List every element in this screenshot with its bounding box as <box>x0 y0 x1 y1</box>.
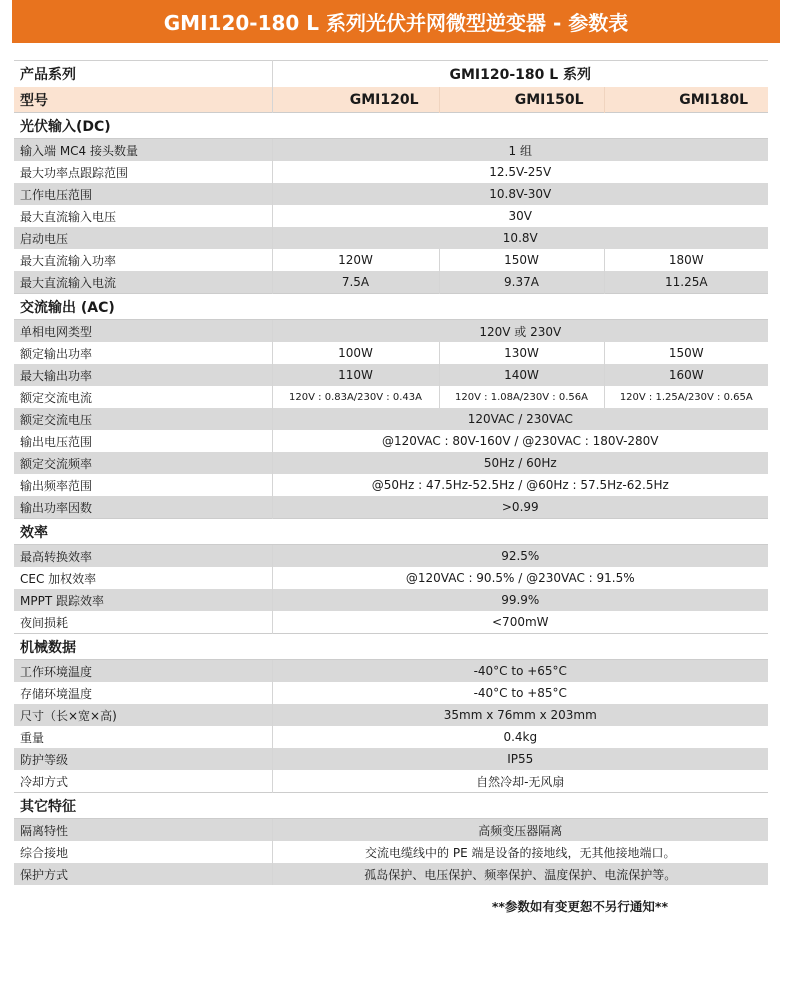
row-value-gmi180l: 120V : 1.25A/230V : 0.65A <box>604 386 768 408</box>
table-row <box>14 364 768 386</box>
row-label: 最大直流输入电流 <box>14 271 272 294</box>
table-row <box>14 589 768 611</box>
spec-table <box>14 60 768 885</box>
table-row <box>14 205 768 227</box>
table-row <box>14 452 768 474</box>
row-label: 最大功率点跟踪范围 <box>14 161 272 183</box>
table-row <box>14 611 768 634</box>
page-title: GMI120-180 L 系列光伏并网微型逆变器 - 参数表 <box>12 0 780 43</box>
row-label: 防护等级 <box>14 748 272 770</box>
section-header <box>14 793 768 819</box>
table-row <box>14 249 768 271</box>
row-label: 尺寸（长×宽×高) <box>14 704 272 726</box>
table-row <box>14 320 768 343</box>
table-row <box>14 819 768 842</box>
row-value-gmi120l: 100W <box>272 342 439 364</box>
row-label: 夜间损耗 <box>14 611 272 634</box>
table-row <box>14 726 768 748</box>
series-label: 产品系列 <box>14 61 272 88</box>
table-row <box>14 386 768 408</box>
table-row <box>14 841 768 863</box>
table-row <box>14 430 768 452</box>
table-row <box>14 496 768 519</box>
row-value-gmi180l: 11.25A <box>604 271 768 294</box>
row-value-gmi120l: 120W <box>272 249 439 271</box>
row-label: 工作电压范围 <box>14 183 272 205</box>
table-row <box>14 271 768 294</box>
row-label: 重量 <box>14 726 272 748</box>
series-name: GMI120-180 L 系列 <box>272 61 768 88</box>
table-row <box>14 227 768 249</box>
model-gmi120l: GMI120L <box>272 87 439 113</box>
row-label: 最高转换效率 <box>14 545 272 568</box>
row-label: 启动电压 <box>14 227 272 249</box>
row-value-gmi150l: 150W <box>439 249 604 271</box>
row-label: 额定输出功率 <box>14 342 272 364</box>
row-label: 保护方式 <box>14 863 272 885</box>
table-row <box>14 474 768 496</box>
table-row <box>14 161 768 183</box>
row-value-gmi120l: 7.5A <box>272 271 439 294</box>
row-value: 10.8V-30V <box>272 183 768 205</box>
row-label: 工作环境温度 <box>14 660 272 683</box>
row-value: 92.5% <box>272 545 768 568</box>
row-value: 30V <box>272 205 768 227</box>
row-label: 存储环境温度 <box>14 682 272 704</box>
row-value: IP55 <box>272 748 768 770</box>
section-title-ac: 交流输出 (AC) <box>14 294 768 320</box>
section-title-mechanical: 机械数据 <box>14 634 768 660</box>
row-label: 输出频率范围 <box>14 474 272 496</box>
row-value-gmi150l: 130W <box>439 342 604 364</box>
row-value: @120VAC : 80V-160V / @230VAC : 180V-280V <box>272 430 768 452</box>
section-title-other: 其它特征 <box>14 793 768 819</box>
row-label: 冷却方式 <box>14 770 272 793</box>
table-row <box>14 682 768 704</box>
model-gmi150l: GMI150L <box>439 87 604 113</box>
section-title-dc: 光伏输入(DC) <box>14 113 768 139</box>
row-label: 最大直流输入电压 <box>14 205 272 227</box>
row-value-gmi180l: 150W <box>604 342 768 364</box>
model-row <box>14 87 768 113</box>
row-label: 综合接地 <box>14 841 272 863</box>
row-value: 1 组 <box>272 139 768 162</box>
row-label: MPPT 跟踪效率 <box>14 589 272 611</box>
row-label: 最大输出功率 <box>14 364 272 386</box>
section-header <box>14 634 768 660</box>
row-value-gmi150l: 120V : 1.08A/230V : 0.56A <box>439 386 604 408</box>
table-row <box>14 183 768 205</box>
row-label: CEC 加权效率 <box>14 567 272 589</box>
row-value-gmi180l: 180W <box>604 249 768 271</box>
row-label: 输出功率因数 <box>14 496 272 519</box>
section-title-efficiency: 效率 <box>14 519 768 545</box>
table-row <box>14 660 768 683</box>
row-value: 12.5V-25V <box>272 161 768 183</box>
row-label: 最大直流输入功率 <box>14 249 272 271</box>
row-value: 0.4kg <box>272 726 768 748</box>
section-header <box>14 294 768 320</box>
row-value: 99.9% <box>272 589 768 611</box>
table-row <box>14 545 768 568</box>
section-header <box>14 519 768 545</box>
row-label: 单相电网类型 <box>14 320 272 343</box>
row-value: -40°C to +85°C <box>272 682 768 704</box>
table-row <box>14 342 768 364</box>
row-value-gmi150l: 9.37A <box>439 271 604 294</box>
row-value: @120VAC : 90.5% / @230VAC : 91.5% <box>272 567 768 589</box>
row-value: >0.99 <box>272 496 768 519</box>
row-label: 隔离特性 <box>14 819 272 842</box>
row-value-gmi150l: 140W <box>439 364 604 386</box>
row-value: 自然冷却-无风扇 <box>272 770 768 793</box>
table-row <box>14 704 768 726</box>
table-row <box>14 863 768 885</box>
row-value-gmi120l: 120V : 0.83A/230V : 0.43A <box>272 386 439 408</box>
row-value: 孤岛保护、电压保护、频率保护、温度保护、电流保护等。 <box>272 863 768 885</box>
row-label: 额定交流电流 <box>14 386 272 408</box>
series-row <box>14 61 768 88</box>
model-label: 型号 <box>14 87 272 113</box>
row-value: 交流电缆线中的 PE 端是设备的接地线，无其他接地端口。 <box>272 841 768 863</box>
model-gmi180l: GMI180L <box>604 87 768 113</box>
row-value: -40°C to +65°C <box>272 660 768 683</box>
row-value: <700mW <box>272 611 768 634</box>
row-value: 120V 或 230V <box>272 320 768 343</box>
table-row <box>14 748 768 770</box>
row-value-gmi180l: 160W <box>604 364 768 386</box>
section-header <box>14 113 768 139</box>
row-value: 120VAC / 230VAC <box>272 408 768 430</box>
footnote: **参数如有变更恕不另行通知** <box>491 899 668 914</box>
table-row <box>14 408 768 430</box>
row-label: 额定交流电压 <box>14 408 272 430</box>
row-label: 输出电压范围 <box>14 430 272 452</box>
row-value-gmi120l: 110W <box>272 364 439 386</box>
row-value: 高频变压器隔离 <box>272 819 768 842</box>
table-row <box>14 567 768 589</box>
row-value: @50Hz : 47.5Hz-52.5Hz / @60Hz : 57.5Hz-62.5Hz <box>272 474 768 496</box>
row-label: 输入端 MC4 接头数量 <box>14 139 272 162</box>
row-value: 35mm x 76mm x 203mm <box>272 704 768 726</box>
table-row <box>14 139 768 162</box>
row-label: 额定交流频率 <box>14 452 272 474</box>
row-value: 50Hz / 60Hz <box>272 452 768 474</box>
table-row <box>14 770 768 793</box>
row-value: 10.8V <box>272 227 768 249</box>
